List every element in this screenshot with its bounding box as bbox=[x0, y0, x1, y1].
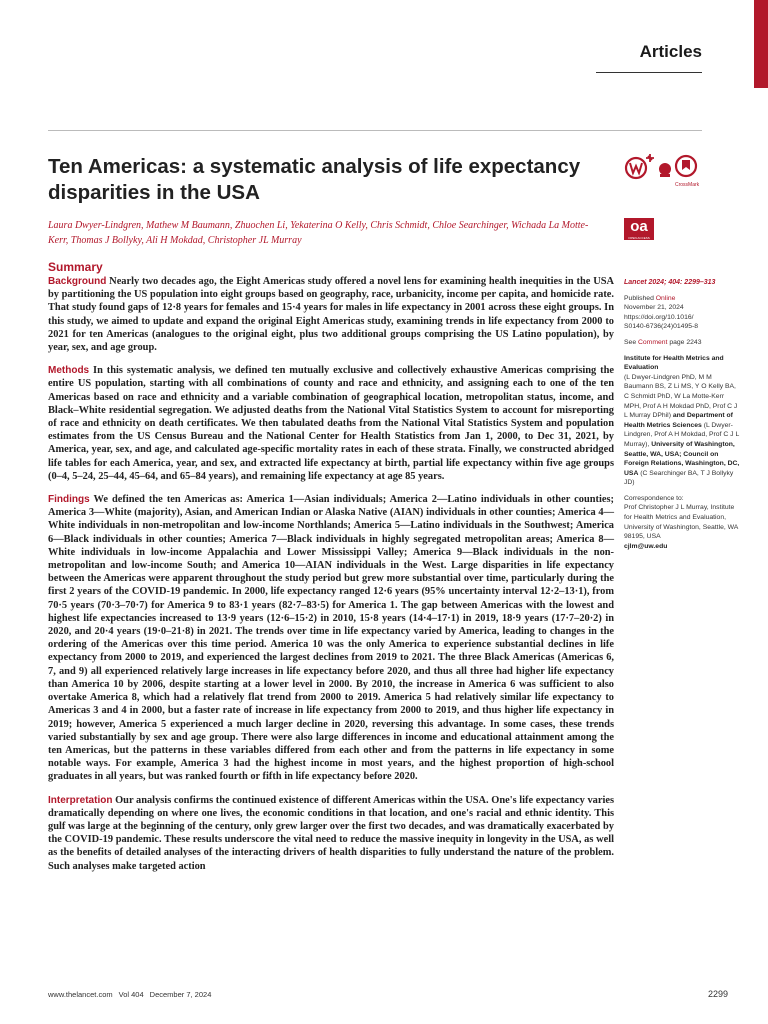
comment-link[interactable]: Comment bbox=[637, 338, 668, 346]
footer-site-link[interactable]: www.thelancet.com bbox=[48, 990, 113, 999]
abstract-interpretation: Interpretation Our analysis confirms the continued existence of different Americas within the USA. One's life expectancy varies dramatically depending on where one lives, the economic conditions in that location, and one's racial and ethnic identity. This gulf was large at the beginning of the century, only grew larger over the first two decades, and was dramatically exacerbated by the COVID-19 pandemic. These results underscore the vital need to reduce the massive inequity in longevity in the USA, as well as the benefits of detailed analyses of the interacting drivers of health disparities to fully understand the nature of the problem. Such analyses make targeted action bbox=[48, 794, 614, 872]
oa-text: oa bbox=[630, 218, 648, 235]
header-divider bbox=[596, 72, 702, 73]
abstract-methods: Methods In this systematic analysis, we defined ten mutually exclusive and collectively exhaustive Americas comprising the entire US population, starting with all combinations of county and race and ethnicity, and assigning each to one of the ten Americas based on race and ethnicity and a variable combination of geographical location, metropolitan status, income, and Black–White residential segregation. We adjusted deaths from the National Vital Statistics System to account for misreporting of race and ethnicity on death certificates. We then tabulated deaths from the National Vital Statistics System and population estimates from the US Census Bureau and the National Center for Health Statistics from Jan 1, 2000, to Dec 31, 2021, by America, year, sex, and age, and calculated age-specific mortality rates in each of these strata. Finally, we constructed abridged life tables for each America, year, and sex, and extracted life expectancy at birth, partial life expectancy within five age groups (0–4, 5–24, 25–44, 45–64, and 65–84 years), and remaining life expectancy at age 85 years. bbox=[48, 365, 614, 482]
see-comment: See Comment page 2243 bbox=[624, 338, 702, 346]
online-link[interactable]: Online bbox=[655, 294, 676, 302]
oa-subtext: OPEN ACCESS bbox=[628, 236, 650, 240]
abstract bbox=[48, 275, 614, 883]
publication-info: Published Online November 21, 2024 https://doi.org/10.1016/ S0140-6736(24)01495-8 bbox=[624, 294, 699, 331]
corner-color-bar bbox=[754, 0, 768, 88]
affiliations: Institute for Health Metrics and Evaluation (L Dwyer-Lindgren PhD, M M Baumann BS, Z Li MS, Y O Kelly BA, C Schmidt PhD, W La Motte-Kerr MPH, Prof A H Mokdad PhD, Prof C J L Murray DPhil) and Department of Health Metrics Sciences (L Dwyer-Lindgren, Prof A H Mokdad, Prof C J L Murray), University of Washington, Seattle, WA, USA; Council on Foreign Relations, Washington, DC, USA (C Searchinger BA, T J Bollyky JD) bbox=[624, 354, 740, 487]
footer bbox=[48, 990, 211, 999]
email-link[interactable]: cjlm@uw.edu bbox=[624, 542, 668, 550]
sidebar bbox=[624, 278, 740, 557]
page-number: 2299 bbox=[707, 989, 728, 999]
top-divider bbox=[48, 130, 702, 131]
correspondence: Correspondence to: Prof Christopher J L Murray, Institute for Health Metrics and Evaluation, University of Washington, Seattle, WA 98195, USA cjlm@uw.edu bbox=[624, 494, 738, 550]
abstract-background: Background Nearly two decades ago, the Eight Americas study offered a novel lens for examining health inequities in the USA by partitioning the US population into eight groups based on geography, race, urbanicity, income per capita, and homicide rate. That study found gaps of 12·8 years for females and 15·4 years for males in life expectancy in 2001 across these eight groups. In this study, we aimed to update and expand the original Eight Americas study, examining trends in life expectancy from 2000 to 2021 for ten Americas (analogues to the original eight, plus two additional groups comprising the US Latino population), by year, sex, and age group. bbox=[48, 276, 614, 354]
article-title: Ten Americas: a systematic analysis of life expectancy disparities in the USA bbox=[48, 155, 581, 204]
doi-id[interactable]: S0140-6736(24)01495-8 bbox=[624, 323, 699, 331]
crossmark-label: CrossMark bbox=[675, 182, 700, 188]
author-list[interactable]: Laura Dwyer-Lindgren, Mathew M Baumann, Zhuochen Li, Yekaterina O Kelly, Chris Schmidt, Chloe Searchinger, Wichada La Motte-Kerr, Thomas J Bollyky, Ali H Mokdad, Christopher JL Murray bbox=[48, 220, 589, 246]
doi-link[interactable]: https://doi.org/10.1016/ bbox=[624, 313, 694, 321]
lancet-w-icon[interactable] bbox=[624, 152, 704, 184]
open-access-icon bbox=[624, 218, 654, 240]
footer-date: December 7, 2024 bbox=[149, 990, 212, 999]
footer-volume: Vol 404 bbox=[118, 990, 144, 999]
citation: Lancet 2024; 404: 2299–313 bbox=[624, 279, 716, 286]
summary-heading: Summary bbox=[48, 260, 103, 274]
logo-group bbox=[624, 152, 704, 184]
abstract-findings: Findings We defined the ten Americas as: America 1—Asian individuals; America 2—Latino individuals in other counties; America 3—White (majority), Asian, and American Indian or Alaska Native (AIAN) individuals in other counties; America 4—White individuals in non-metropolitan and low-income Northlands; America 5—Latino individuals in the Southwest; America 6—Black individuals in other counties; America 7—Black individuals in highly segregated metropolitan areas; America 8—White individuals in low-income Appalachia and Lower Mississippi Valley; America 9—Black individuals in the non-metropolitan and low-income South; and America 10—AIAN individuals in the West. Large disparities in life expectancy between the Americas were apparent throughout the study period but grew more substantial over time, particularly during the first 2 years of the COVID-19 pandemic. In 2000, life expectancy ranged 12·6 years (95% uncertainty interval 12·2–13·1), from 70·5 years (70·3–70·7) for America 9 to 83·1 years (82·7–83·5) for America 1. The gap between Americas with the lowest and highest life expectancies increased to 13·9 years (12·6–15·2) in 2010, 15·8 years (14·4–17·1) in 2019, 18·9 years (17·7–20·2) in 2020, and 20·4 years (19·0–21·8) in 2021. The trends over time in life expectancy varied by America, leading to changes in the ordering of the Americas over this time period. America 10 was the only America to experience substantial declines in life expectancy from 2000 to 2019, and experienced the largest declines from 2019 to 2021. The three Black Americas (Americas 6, 7, and 9) all experienced relatively large increases in life expectancy before 2020, and thus all three had higher life expectancy than America 10 by 2006, despite starting at a lower level in 2000. By 2010, the increase in America 6 was sufficient to also overtake America 8, which had a relatively flat trend from 2000 to 2019. America 5 had relatively similar life expectancy to Americas 3 and 4 in 2000, but a faster rate of increase in life expectancy from 2000 to 2019, and thus higher life expectancy in 2019; however, America 5 experienced a much larger decline in 2020, reversing this advantage. In some cases, these trends varied substantially by sex and age group. There were also large differences in income and educational attainment among the ten Americas, but the patterns in these variables differed from each other and from the patterns in life expectancy in some notable ways. For example, America 3 had the highest income in most years, and the highest proportion of high-school graduates in all years, but was ranked fourth or fifth in life expectancy before 2020. bbox=[48, 494, 614, 783]
crossmark-icon bbox=[676, 156, 696, 176]
section-label: Articles bbox=[639, 42, 702, 61]
